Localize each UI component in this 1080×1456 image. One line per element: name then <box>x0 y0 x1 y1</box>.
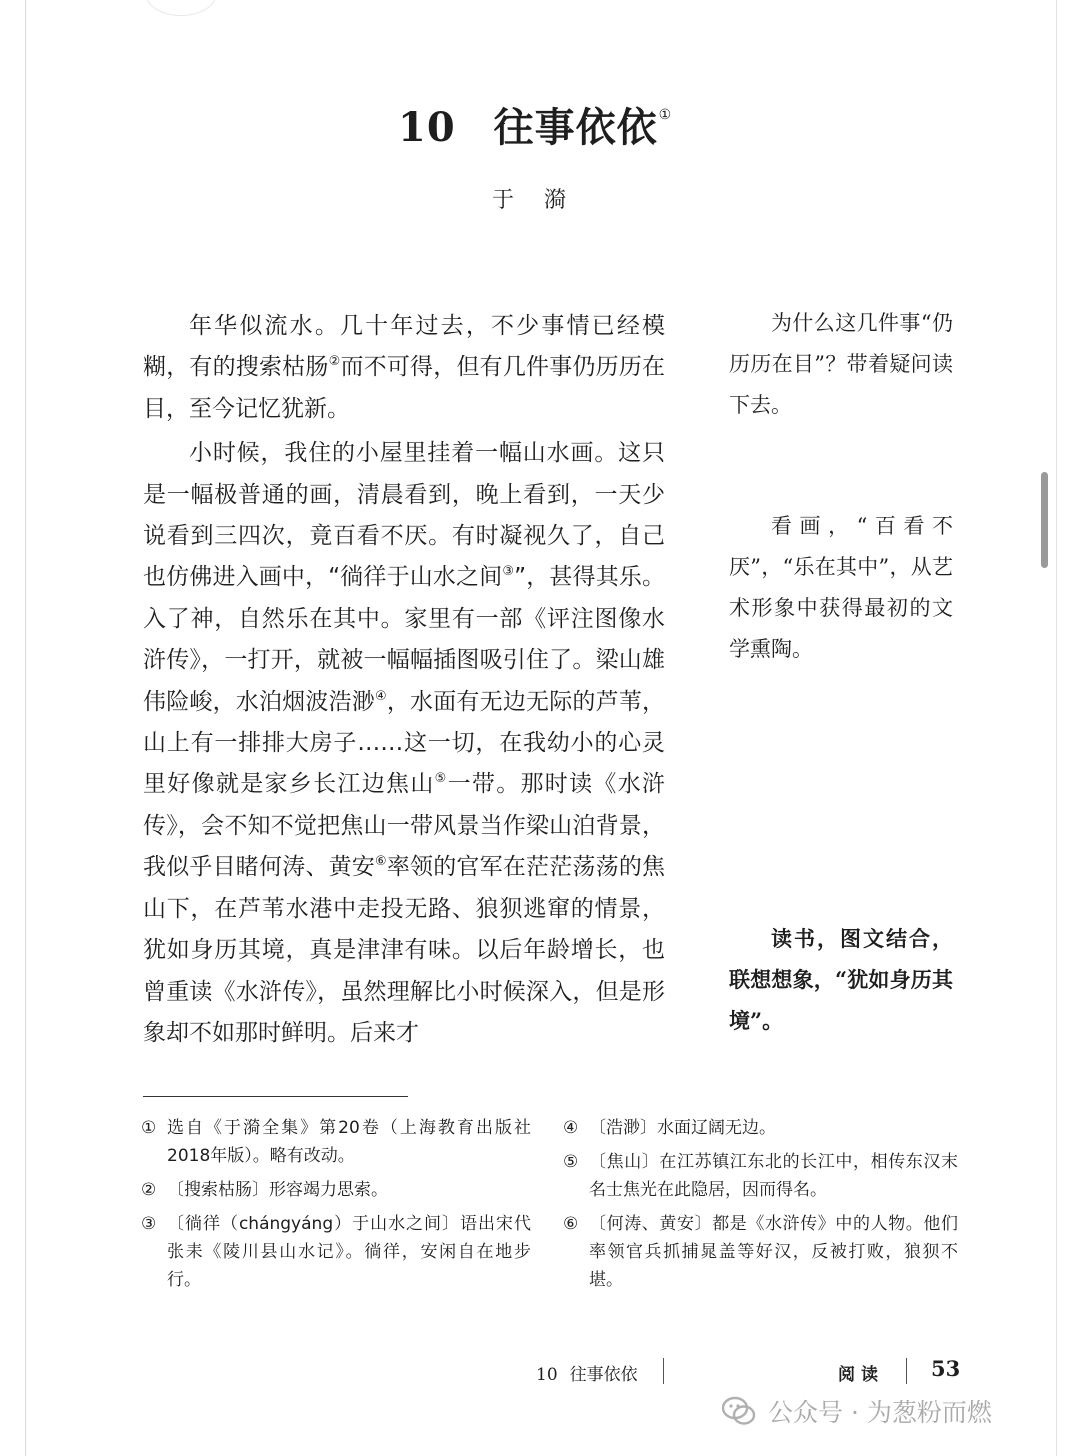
footer-lesson-number: 10 <box>536 1365 558 1385</box>
footnote-2 <box>141 1176 531 1204</box>
page-left-edge <box>25 0 26 1456</box>
footnote-reference[interactable]: ③ <box>502 564 515 580</box>
lesson-title-text: 往事依依 <box>493 104 658 151</box>
watermark-text: 公众号 · 为葱粉而燃 <box>768 1398 992 1427</box>
footer-divider <box>663 1358 664 1384</box>
footnote-3 <box>141 1210 531 1294</box>
footnote-reference[interactable]: ④ <box>374 688 387 704</box>
footnote-text: 〔搜索枯肠〕形容竭力思索。 <box>167 1180 388 1200</box>
page-right-edge <box>1056 0 1057 1456</box>
body-paragraph-2: 小时候，我住的小屋里挂着一幅山水画。这只是一幅极普通的画，清晨看到，晚上看到，一天少说看到三四次，竟百看不厌。有时凝视久了，自己也仿佛进入画中，“徜徉于山水之间③”，甚得其乐。入了神，自然乐在其中。家里有一部《评注图像水浒传》，一打开，就被一幅幅插图吸引住了。梁山雄伟险峻，水泊烟波浩渺④，水面有无边无际的芦苇，山上有一排排大房子……这一切，在我幼小的心灵里好像就是家乡长江边焦山⑤一带。那时读《水浒传》，会不知不觉把焦山一带风景当作梁山泊背景，我似乎目睹何涛、黄安⑥率领的官军在茫茫荡荡的焦山下，在芦苇水港中走投无路、狼狈逃窜的情景，犹如身历其境，真是津津有味。以后年龄增长，也曾重读《水浒传》，虽然理解比小时候深入，但是形象却不如那时鲜明。后来才 <box>143 440 666 1046</box>
margin-note-3 <box>729 918 953 1041</box>
page-number: 53 <box>931 1356 961 1381</box>
author-name: 于漪 <box>492 188 597 213</box>
lesson-number: 10 <box>398 104 456 151</box>
footnote-5 <box>563 1148 958 1204</box>
footnote-text: 〔何涛、黄安〕都是《水浒传》中的人物。他们率领官兵抓捕晁盖等好汉，反被打败，狼狈不堪。 <box>589 1214 958 1290</box>
footer-divider <box>906 1358 907 1384</box>
footnote-1 <box>141 1114 531 1170</box>
footnotes-left-column <box>141 1114 531 1300</box>
footnote-reference[interactable]: ⑤ <box>434 771 448 787</box>
footnote-mark: ⑥ <box>563 1214 579 1234</box>
footnote-mark: ④ <box>563 1118 579 1138</box>
margin-note-text: 读书，图文结合，联想想象，“犹如身历其境”。 <box>729 926 953 1033</box>
scrollbar-thumb[interactable] <box>1041 472 1048 568</box>
margin-note-text: 看画，“百看不厌”，“乐在其中”，从艺术形象中获得最初的文学熏陶。 <box>729 514 953 661</box>
footer-lesson-label <box>536 1360 638 1385</box>
footnote-6 <box>563 1210 958 1294</box>
scan-mark <box>145 0 217 16</box>
footer-section-label: 阅读 <box>838 1365 884 1385</box>
footnote-text: 〔浩渺〕水面辽阔无边。 <box>589 1118 776 1138</box>
margin-note-text: 为什么这几件事“仍历历在目”？带着疑问读下去。 <box>729 311 953 417</box>
footnote-divider <box>143 1096 408 1097</box>
lesson-title-footnote-mark: ① <box>658 107 673 123</box>
watermark <box>722 1393 992 1429</box>
footnote-text: 选自《于漪全集》第20卷（上海教育出版社2018年版）。略有改动。 <box>167 1118 531 1166</box>
lesson-title <box>398 96 672 153</box>
footnote-text: 〔徜徉（chángyáng）于山水之间〕语出宋代张耒《陵川县山水记》。徜徉，安闲自在地步行。 <box>167 1214 531 1290</box>
margin-note-1 <box>729 303 953 426</box>
body-text <box>143 306 665 1054</box>
footnote-mark: ② <box>141 1180 157 1200</box>
footnote-reference[interactable]: ⑥ <box>374 854 387 870</box>
wechat-official-account-icon <box>722 1396 756 1426</box>
footnotes-right-column <box>563 1114 958 1300</box>
footnote-mark: ⑤ <box>563 1152 579 1172</box>
footnote-mark: ① <box>141 1118 157 1138</box>
footer-lesson-title: 往事依依 <box>569 1365 638 1385</box>
footnote-reference[interactable]: ② <box>328 354 341 370</box>
margin-note-2 <box>729 506 953 670</box>
footnote-4 <box>563 1114 958 1142</box>
footnote-text: 〔焦山〕在江苏镇江东北的长江中，相传东汉末名士焦光在此隐居，因而得名。 <box>589 1152 958 1200</box>
body-paragraph-1: 年华似流水。几十年过去，不少事情已经模糊，有的搜索枯肠②而不可得，但有几件事仍历历在目，至今记忆犹新。 <box>143 313 666 422</box>
footnote-mark: ③ <box>141 1214 157 1234</box>
